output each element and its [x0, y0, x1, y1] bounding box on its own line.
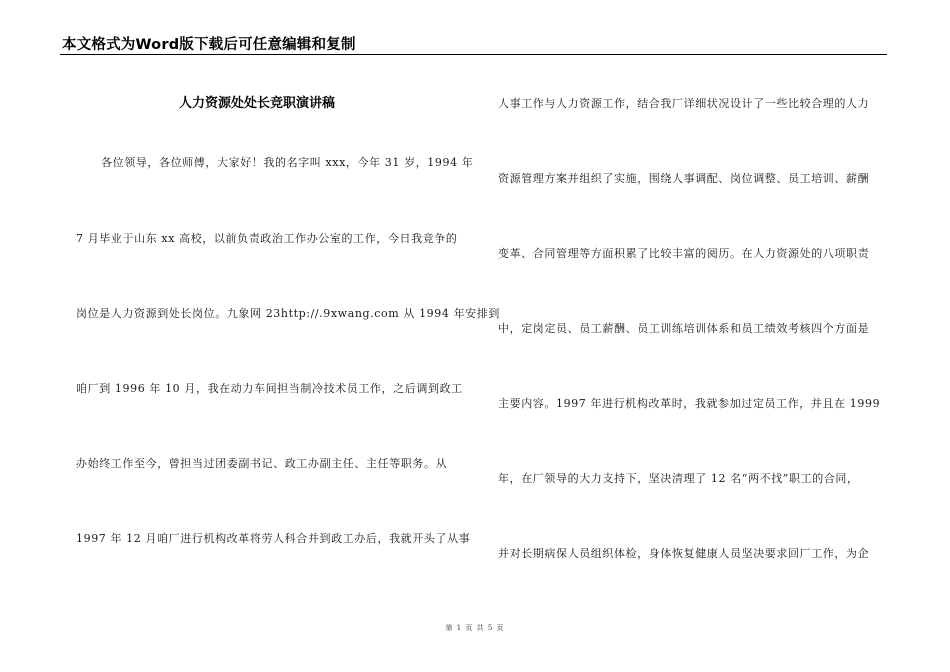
- left-column-line: 1997 年 12 月咱厂进行机构改革将劳人科合并到政工办后，我就开头了从事: [76, 532, 471, 545]
- left-column-line: 各位领导，各位师傅，大家好！我的名字叫 xxx，今年 31 岁，1994 年: [101, 156, 474, 169]
- page-number: 第 1 页 共 5 页: [445, 624, 505, 632]
- right-column-line: 人事工作与人力资源工作，结合我厂详细状况设计了一些比较合理的人力: [498, 97, 870, 110]
- header-divider: [60, 54, 887, 55]
- right-column-line: 并对长期病保人员组织体检，身体恢复健康人员坚决要求回厂工作，为企: [498, 547, 870, 560]
- document-title: 人力资源处处长竞职演讲稿: [179, 96, 336, 111]
- right-column-line: 主要内容。1997 年进行机构改革时，我就参加过定员工作，并且在 1999: [498, 397, 881, 410]
- left-column-line: 7 月毕业于山东 xx 高校，以前负责政治工作办公室的工作，今日我竞争的: [76, 232, 458, 245]
- left-column-line: 办始终工作至今，曾担当过团委副书记、政工办副主任、主任等职务。从: [76, 457, 448, 470]
- right-column-line: 变革、合同管理等方面积累了比较丰富的阅历。在人力资源处的八项职责: [498, 247, 870, 260]
- left-column-line: 咱厂到 1996 年 10 月，我在动力车间担当制冷技术员工作，之后调到政工: [76, 382, 463, 395]
- right-column-line: 中，定岗定员、员工薪酬、员工训练培训体系和员工绩效考核四个方面是: [498, 322, 870, 335]
- right-column-line: 资源管理方案并组织了实施，围绕人事调配、岗位调整、员工培训、薪酬: [498, 172, 870, 185]
- header-title: 本文格式为Word版下载后可任意编辑和复制: [62, 37, 356, 53]
- right-column-line: 年，在厂领导的大力支持下，坚决清理了 12 名“两不找”职工的合同，: [498, 472, 859, 485]
- left-column-line: 岗位是人力资源到处长岗位。九象网 23http://.9xwang.com 从 1994 年安排到: [76, 307, 500, 320]
